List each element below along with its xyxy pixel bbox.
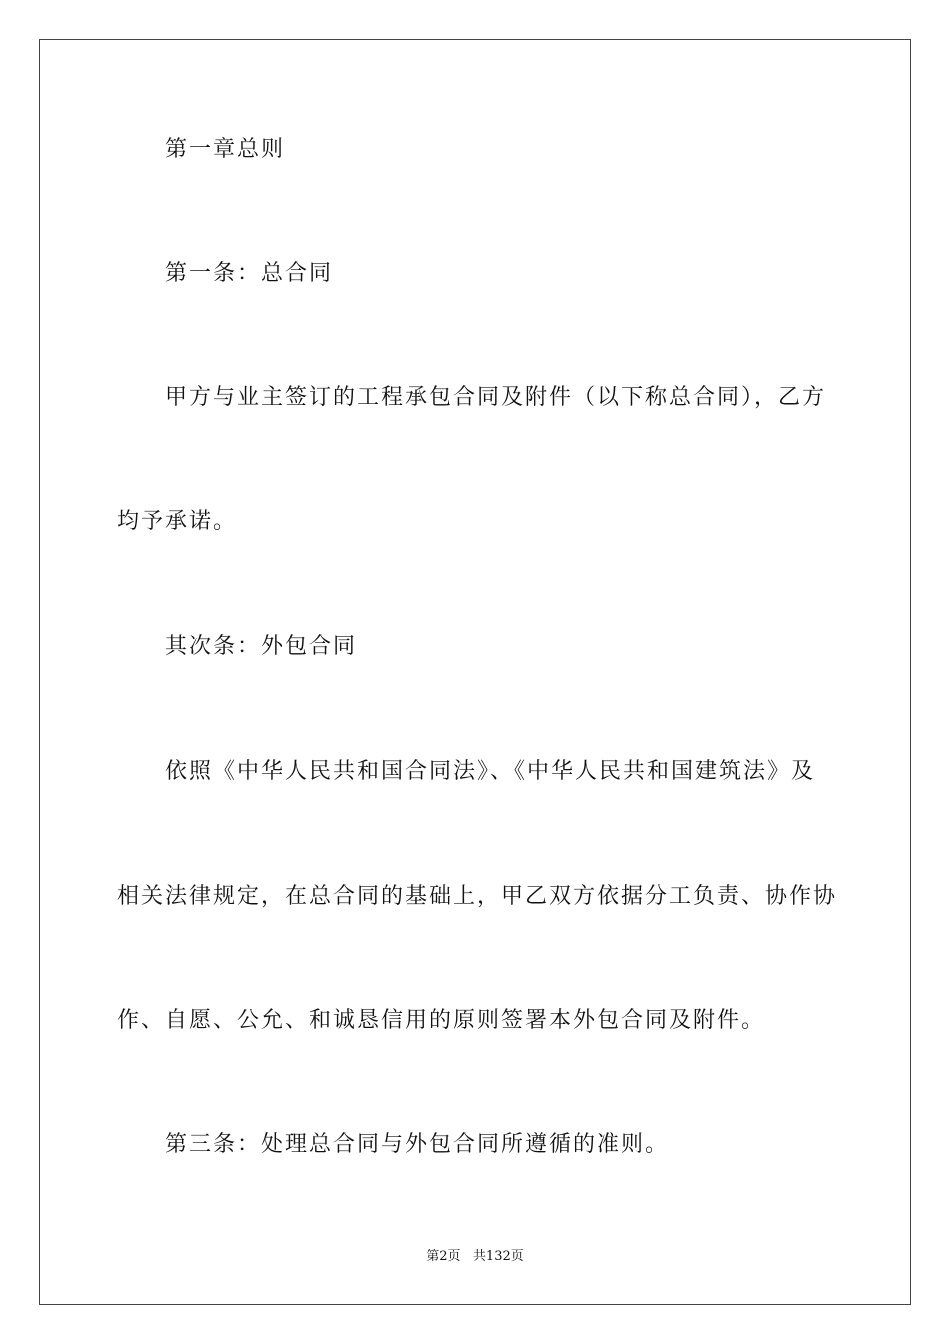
article-3-heading: 第三条：处理总合同与外包合同所遵循的准则。 xyxy=(165,1132,670,1157)
page-footer xyxy=(0,1248,950,1266)
article-1-heading: 第一条：总合同 xyxy=(165,261,334,286)
paragraph-line: 甲方与业主签订的工程承包合同及附件（以下称总合同），乙方 xyxy=(165,385,827,410)
paragraph-line: 相关法律规定，在总合同的基础上，甲乙双方依据分工负责、协作协 xyxy=(117,884,838,909)
paragraph-line: 均予承诺。 xyxy=(117,509,238,534)
page-total: 共132页 xyxy=(472,1249,524,1264)
article-2-heading: 其次条：外包合同 xyxy=(165,634,358,659)
page-frame xyxy=(39,39,911,1305)
chapter-heading: 第一章总则 xyxy=(165,137,286,162)
paragraph-line: 依照《中华人民共和国合同法》、《中华人民共和国建筑法》及 xyxy=(165,759,816,784)
paragraph-line: 作、自愿、公允、和诚恳信用的原则签署本外包合同及附件。 xyxy=(117,1008,766,1033)
page-number: 第2页 xyxy=(426,1249,461,1264)
